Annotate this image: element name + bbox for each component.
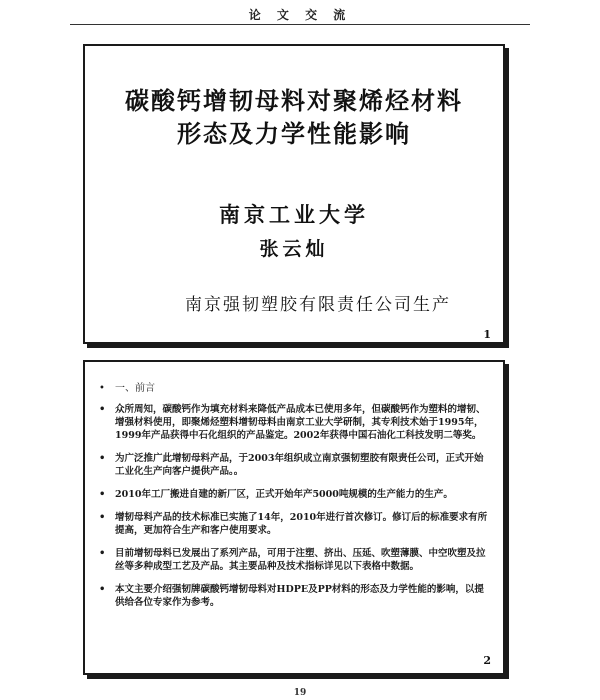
university-name: 南京工业大学: [219, 202, 369, 227]
title-slide: [83, 44, 505, 344]
bullet-item: • 为广泛推广此增韧母料产品，于2003年组织成立南京强韧塑胶有限责任公司，正式开始工业化生产向客户提供产品。。: [95, 452, 491, 478]
bullet-item: • 众所周知，碳酸钙作为填充材料来降低产品成本已使用多年，但碳酸钙作为塑料的增韧、增强材料使用，即聚烯烃塑料增韧母料由南京工业大学研制，其专利技术始于1995年，1999年产品获得中石化组织的产品鉴定。2002年获得中国石油化工科技发明二等奖。: [95, 403, 491, 442]
slide-page-number: 2: [483, 654, 491, 667]
journal-section-header: 论 文 交 流: [248, 8, 352, 22]
header-rule: [70, 24, 530, 25]
bullet-item: • 一、前言: [95, 382, 491, 395]
bullet-item: • 2010年工厂搬进自建的新厂区，正式开始年产5000吨规模的生产能力的生产。: [95, 488, 491, 501]
company-name: 南京强韧塑胶有限责任公司生产: [185, 295, 451, 315]
bullet-item: • 本文主要介绍强韧牌碳酸钙增韧母料对HDPE及PP材料的形态及力学性能的影响，以提供给各位专家作为参考。: [95, 583, 491, 609]
bullet-item: • 增韧母料产品的技术标准已实施了14年，2010年进行首次修订。修订后的标准要求有所提高，更加符合生产和客户使用要求。: [95, 511, 491, 537]
slide-page-number: 1: [483, 328, 491, 341]
slide-title-line-2: 形态及力学性能影响: [177, 119, 411, 148]
page-footer-number: 19: [293, 688, 307, 698]
bullet-item: • 目前增韧母料已发展出了系列产品，可用于注塑、挤出、压延、吹塑薄膜、中空吹塑及拉丝等多种成型工艺及产品。其主要品种及技术指标详见以下表格中数据。: [95, 547, 491, 573]
preface-slide: [83, 360, 505, 675]
slide-title-line-1: 碳酸钙增韧母料对聚烯烃材料: [125, 86, 463, 115]
bullet-list: [95, 382, 491, 619]
author-name: 张云灿: [259, 238, 329, 260]
